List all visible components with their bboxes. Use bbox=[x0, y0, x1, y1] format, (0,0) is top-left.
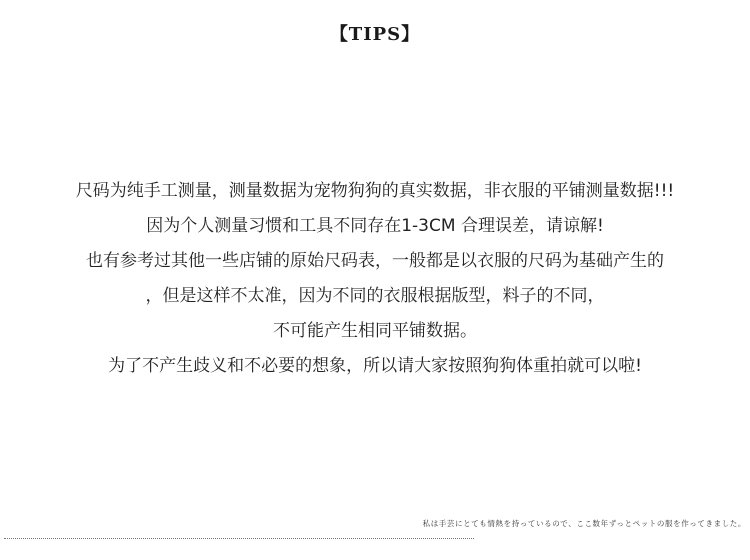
size-note-paragraph bbox=[0, 174, 750, 384]
text-line: ，但是这样不太准，因为不同的衣服根据版型，料子的不同， bbox=[145, 286, 605, 306]
text-line: 因为个人测量习惯和工具不同存在1-3CM 合理误差，请谅解! bbox=[146, 216, 604, 236]
dotted-divider bbox=[4, 538, 474, 539]
footer-japanese-note: 私は手芸にとても情熱を持っているので、ここ数年ずっとペットの服を作ってきました。 bbox=[422, 519, 746, 528]
tips-title: 【TIPS】 bbox=[329, 24, 421, 45]
text-line: 为了不产生歧义和不必要的想象，所以请大家按照狗狗体重拍就可以啦! bbox=[108, 356, 642, 376]
text-line: 也有参考过其他一些店铺的原始尺码表，一般都是以衣服的尺码为基础产生的 bbox=[86, 251, 664, 271]
text-line: 尺码为纯手工测量，测量数据为宠物狗狗的真实数据，非衣服的平铺测量数据!!! bbox=[75, 181, 675, 201]
text-line: 不可能产生相同平铺数据。 bbox=[273, 321, 477, 341]
